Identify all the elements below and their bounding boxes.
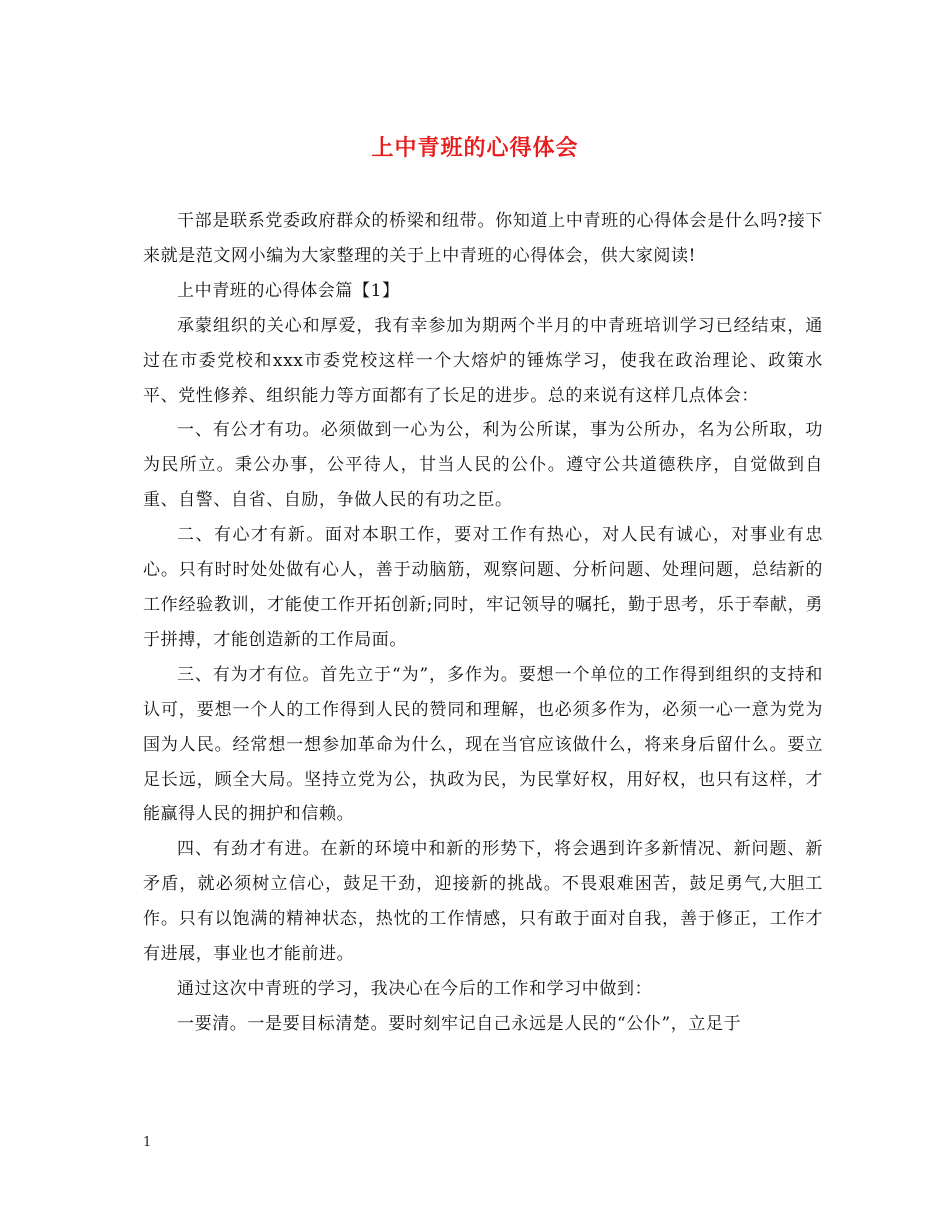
paragraph-item-1: 一要清。一是要目标清楚。要时刻牢记自己永远是人民的“公仆”，立足于	[177, 1013, 742, 1034]
paragraph-point-4: 四、有劲才有进。在新的环境中和新的形势下，将会遇到许多新情况、新问题、新矛盾，就必须树立信心，鼓足干劲，迎接新的挑战。不畏艰难困苦，鼓足勇气,大胆工作。只有以饱满的精神状态，热忱的工作情感，只有敢于面对自我，善于修正，工作才有进展，事业也才能前进。	[143, 839, 823, 965]
page-number: 1	[143, 1135, 152, 1150]
document-title: 上中青班的心得体会	[371, 135, 579, 161]
document-body	[143, 204, 823, 1042]
paragraph-intro: 干部是联系党委政府群众的桥梁和纽带。你知道上中青班的心得体会是什么吗?接下来就是范文网小编为大家整理的关于上中青班的心得体会，供大家阅读!	[143, 211, 823, 266]
paragraph-point-2: 二、有心才有新。面对本职工作，要对工作有热心，对人民有诚心，对事业有忠心。只有时时处处做有心人，善于动脑筋，观察问题、分析问题、处理问题，总结新的工作经验教训，才能使工作开拓创新;同时，牢记领导的嘱托，勤于思考，乐于奉献，勇于拼搏，才能创造新的工作局面。	[143, 525, 823, 650]
paragraph-resolution: 通过这次中青班的学习，我决心在今后的工作和学习中做到：	[177, 978, 653, 999]
paragraph-point-3: 三、有为才有位。首先立于“为”，多作为。要想一个单位的工作得到组织的支持和认可，要想一个人的工作得到人民的赞同和理解，也必须多作为，必须一心一意为党为国为人民。经常想一想参加革命为什么，现在当官应该做什么，将来身后留什么。要立足长远，顾全大局。坚持立党为公，执政为民，为民掌好权，用好权，也只有这样，才能赢得人民的拥护和信赖。	[143, 664, 823, 825]
paragraph-opening: 承蒙组织的关心和厚爱，我有幸参加为期两个半月的中青班培训学习已经结束，通过在市委党校和xxx市委党校这样一个大熔炉的锤炼学习，使我在政治理论、政策水平、党性修养、组织能力等方面都有了长足的进步。总的来说有这样几点体会：	[143, 315, 823, 406]
paragraph-section-heading: 上中青班的心得体会篇【1】	[177, 280, 400, 301]
paragraph-point-1: 一、有公才有功。必须做到一心为公，利为公所谋，事为公所办，名为公所取，功为民所立。秉公办事，公平待人，甘当人民的公仆。遵守公共道德秩序，自觉做到自重、自警、自省、自励，争做人民的有功之臣。	[143, 420, 823, 511]
